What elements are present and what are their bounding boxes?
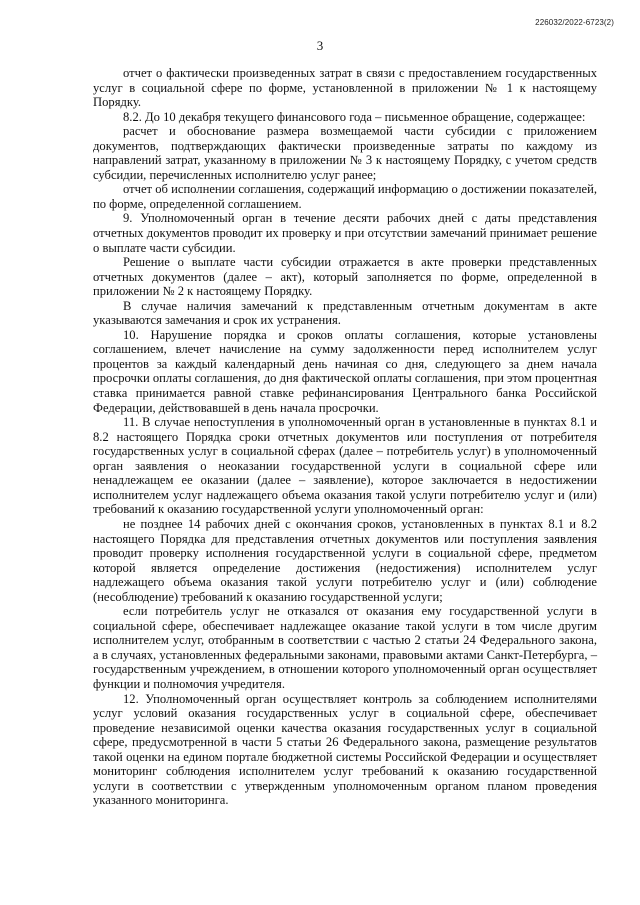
paragraph-10: 10. Нарушение порядка и сроков оплаты соглашения, которые установлены соглашением, влечет начисление на сумму задолженности перед исполнителем услуг процентов за каждый календарный день начиная со дня, следующего за днем начала просрочки оплаты соглашения, до дня фактической оплаты соглашения, при этом процентная ставка принимается равной ставке рефинансирования Центрального банка Российской Федерации, действовавшей в день начала просрочки. bbox=[93, 327, 597, 415]
paragraph-payment-decision: Решение о выплате части субсидии отражается в акте проверки представленных отчетных документов (далее – акт), который заполняется по форме, определенной в приложении № 2 к настоящему Порядку. bbox=[93, 255, 597, 299]
paragraph-report-form-1: отчет о фактически произведенных затрат в связи с предоставлением государственных услуг в социальной сфере по форме, установленной в приложении № 1 к настоящему Порядку. bbox=[93, 66, 597, 110]
paragraph-agreement-report: отчет об исполнении соглашения, содержащий информацию о достижении показателей, по форме, определенной соглашением. bbox=[93, 182, 597, 211]
paragraph-11: 11. В случае непоступления в уполномоченный орган в установленные в пунктах 8.1 и 8.2 настоящего Порядка сроки отчетных документов или поступления от потребителя государственных услуг в социальной сферах (далее – потребитель услуг) в уполномоченный орган заявления о неоказании государственной услуги в социальной сфере или ненадлежащем ее оказании (далее – заявление), которое заключается в недостижении исполнителем услуг надлежащего объема оказания такой услуги потребителю услуг и (или) требований к оказанию государственной услуги уполномоченный орган: bbox=[93, 415, 597, 517]
paragraph-inspection-deadline: не позднее 14 рабочих дней с окончания сроков, установленных в пунктах 8.1 и 8.2 настоящего Порядка для представления отчетных документов или поступления заявления проводит проверку исполнения государственной услуги в социальной сфере, предметом которой является определение достижения (недостижения) исполнителем услуг надлежащего объема оказания такой услуги потребителю услуг и (или) соблюдение (несоблюдение) требований к оказанию государственной услуги; bbox=[93, 516, 597, 604]
paragraph-8-2: 8.2. До 10 декабря текущего финансового года – письменное обращение, содержащее: bbox=[123, 109, 586, 124]
document-body bbox=[93, 66, 597, 808]
paragraph-remarks: В случае наличия замечаний к представленным отчетным документам в акте указываются замечания и срок их устранения. bbox=[93, 298, 597, 328]
document-reference-number: 226032/2022-6723(2) bbox=[535, 18, 614, 27]
paragraph-calculation: расчет и обоснование размера возмещаемой части субсидии с приложением документов, подтверждающих фактически произведенные затраты по каждому из направлений затрат, указанному в приложении № 3 к настоящему Порядку, с учетом средств субсидии, перечисленных исполнителю услуг ранее; bbox=[93, 124, 597, 182]
page-number: 3 bbox=[316, 38, 324, 53]
paragraph-service-provision: если потребитель услуг не отказался от оказания ему государственной услуги в социальной сфере, обеспечивает надлежащее оказание такой услуги в том числе другим исполнителем услуг, отобранным в соответствии с частью 2 статьи 24 Федерального закона, а в случаях, установленных федеральными законами, правовыми актами Санкт-Петербурга, – государственным учреждением, в отношении которого уполномоченный орган осуществляет функции и полномочия учредителя. bbox=[93, 604, 597, 691]
paragraph-12: 12. Уполномоченный орган осуществляет контроль за соблюдением исполнителями услуг условий оказания государственных услуг в социальной сфере, обеспечивает проведение независимой оценки качества оказания государственных услуг в социальной сфере, предусмотренной в части 5 статьи 26 Федерального закона, размещение результатов такой оценки на едином портале бюджетной системы Российской Федерации и осуществляет мониторинг соблюдения исполнителем услуг требований к оказанию государственной услуги в соответствии с утвержденным уполномоченным органом планом проведения указанного мониторинга. bbox=[93, 691, 597, 808]
paragraph-9: 9. Уполномоченный орган в течение десяти рабочих дней с даты представления отчетных документов проводит их проверку и при отсутствии замечаний принимает решение о выплате части субсидии. bbox=[93, 211, 597, 255]
